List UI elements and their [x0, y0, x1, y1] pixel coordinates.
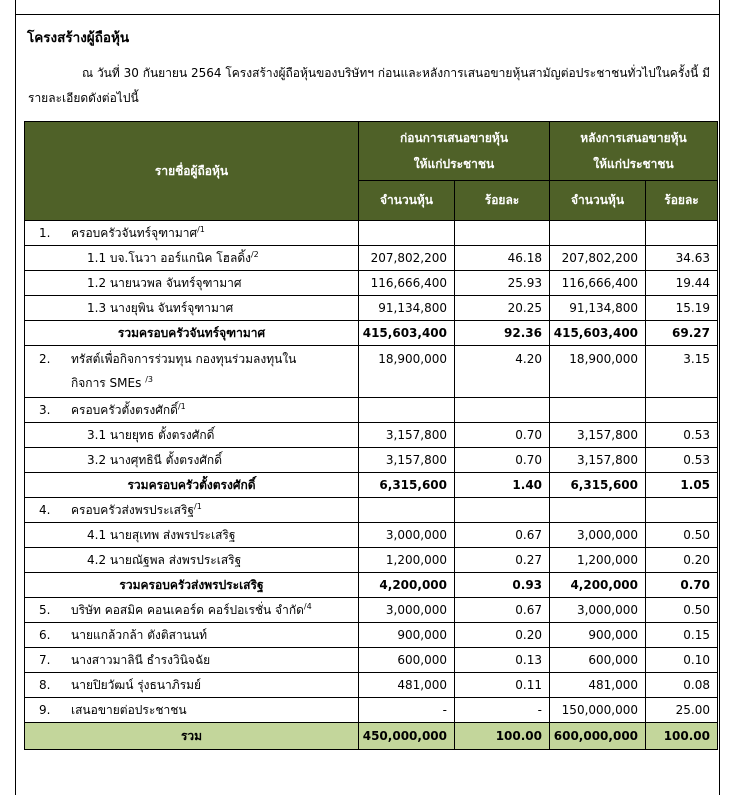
shareholder-name: นายแกล้วกล้า ตังติสานนท์ — [71, 628, 208, 642]
row-number: 3. — [39, 403, 51, 417]
cell-before-percent: 20.25 — [455, 296, 550, 321]
table-row — [25, 296, 718, 321]
cell-before-percent: - — [455, 698, 550, 723]
cell-before-shares: - — [359, 698, 455, 723]
cell-before-shares — [359, 221, 455, 246]
table-row — [25, 346, 718, 398]
cell-after-percent: 15.19 — [646, 296, 718, 321]
cell-name — [25, 498, 359, 523]
cell-name — [25, 296, 359, 321]
cell-name — [25, 598, 359, 623]
table-row — [25, 246, 718, 271]
shareholder-name: 1.3 นางยุพิน จันทร์จุฑามาศ — [87, 301, 234, 315]
cell-name — [25, 271, 359, 296]
cell-after-percent: 69.27 — [646, 321, 718, 346]
subtotal-label: รวมครอบครัวตั้งตรงศักดิ์ — [127, 478, 256, 492]
grand-total-before-shares: 450,000,000 — [359, 723, 455, 750]
cell-after-percent: 19.44 — [646, 271, 718, 296]
cell-after-shares: 600,000 — [550, 648, 646, 673]
cell-name — [25, 473, 359, 498]
footnote-mark: /4 — [303, 602, 312, 611]
shareholder-name: ครอบครัวตั้งตรงศักดิ์ — [71, 403, 178, 417]
table-row — [25, 423, 718, 448]
cell-before-shares: 415,603,400 — [359, 321, 455, 346]
cell-after-shares: 3,157,800 — [550, 448, 646, 473]
cell-after-shares: 3,157,800 — [550, 423, 646, 448]
table-row — [25, 673, 718, 698]
cell-before-percent: 92.36 — [455, 321, 550, 346]
cell-before-shares: 3,157,800 — [359, 448, 455, 473]
row-number: 6. — [39, 628, 51, 642]
cell-after-shares: 6,315,600 — [550, 473, 646, 498]
intro-text: ณ วันที่ 30 กันยายน 2564 โครงสร้างผู้ถือหุ้นของบริษัทฯ ก่อนและหลังการเสนอขายหุ้นสามัญต่อประชาชนทั่วไปในครั้งนี้ มีรายละเอียดดังต่อไปนี้ — [28, 66, 711, 105]
cell-before-percent: 0.67 — [455, 523, 550, 548]
cell-before-shares: 18,900,000 — [359, 346, 455, 398]
cell-after-percent: 3.15 — [646, 346, 718, 398]
shareholder-name: ครอบครัวจันทร์จุฑามาศ — [71, 226, 198, 240]
shareholder-name: 3.1 นายยุทธ ตั้งตรงศักดิ์ — [87, 428, 215, 442]
grand-total-after-shares: 600,000,000 — [550, 723, 646, 750]
table-row — [25, 598, 718, 623]
cell-after-shares: 415,603,400 — [550, 321, 646, 346]
grand-total-row — [25, 723, 718, 750]
cell-before-percent — [455, 498, 550, 523]
shareholder-table — [24, 121, 718, 750]
cell-name — [25, 548, 359, 573]
cell-after-percent: 0.70 — [646, 573, 718, 598]
shareholder-name: 4.1 นายสุเทพ ส่งพรประเสริฐ — [87, 528, 236, 542]
cell-after-percent: 1.05 — [646, 473, 718, 498]
header-after-line1: หลังการเสนอขายหุ้น — [580, 131, 687, 145]
cell-before-percent: 0.93 — [455, 573, 550, 598]
grand-total-label: รวม — [25, 723, 359, 750]
cell-before-percent: 0.70 — [455, 423, 550, 448]
cell-after-shares: 207,802,200 — [550, 246, 646, 271]
cell-before-percent: 46.18 — [455, 246, 550, 271]
cell-before-shares: 3,157,800 — [359, 423, 455, 448]
cell-name — [25, 673, 359, 698]
cell-before-percent: 0.11 — [455, 673, 550, 698]
cell-after-percent: 0.53 — [646, 448, 718, 473]
cell-before-percent: 0.13 — [455, 648, 550, 673]
cell-after-percent — [646, 221, 718, 246]
cell-before-percent — [455, 398, 550, 423]
cell-after-percent — [646, 498, 718, 523]
cell-name — [25, 698, 359, 723]
shareholder-name: นายปิยวัฒน์ รุ่งธนาภิรมย์ — [71, 678, 202, 692]
footnote-mark: /2 — [250, 250, 259, 259]
cell-before-shares: 3,000,000 — [359, 523, 455, 548]
row-number: 2. — [39, 352, 51, 366]
cell-before-shares: 4,200,000 — [359, 573, 455, 598]
footnote-mark: /1 — [197, 225, 205, 234]
cell-after-percent — [646, 398, 718, 423]
cell-before-shares: 116,666,400 — [359, 271, 455, 296]
cell-after-percent: 0.15 — [646, 623, 718, 648]
header-before-shares: จำนวนหุ้น — [359, 181, 455, 221]
shareholder-name: 4.2 นายณัฐพล ส่งพรประเสริฐ — [87, 553, 242, 567]
table-row — [25, 548, 718, 573]
cell-after-shares — [550, 398, 646, 423]
cell-name — [25, 246, 359, 271]
cell-after-percent: 34.63 — [646, 246, 718, 271]
cell-after-shares — [550, 221, 646, 246]
cell-before-shares: 900,000 — [359, 623, 455, 648]
cell-after-percent: 0.20 — [646, 548, 718, 573]
cell-name — [25, 448, 359, 473]
header-before-percent: ร้อยละ — [455, 181, 550, 221]
footnote-mark: /1 — [194, 502, 202, 511]
row-number: 8. — [39, 678, 51, 692]
cell-after-shares: 1,200,000 — [550, 548, 646, 573]
cell-after-percent: 0.08 — [646, 673, 718, 698]
subtotal-row — [25, 573, 718, 598]
subtotal-row — [25, 473, 718, 498]
header-before-line1: ก่อนการเสนอขายหุ้น — [399, 131, 509, 145]
cell-after-percent: 25.00 — [646, 698, 718, 723]
page-divider — [15, 14, 719, 15]
cell-before-shares: 481,000 — [359, 673, 455, 698]
cell-after-percent: 0.10 — [646, 648, 718, 673]
cell-before-percent: 0.70 — [455, 448, 550, 473]
shareholder-name: ทรัสต์เพื่อกิจการร่วมทุน กองทุนร่วมลงทุนใน — [71, 352, 297, 366]
table-row — [25, 623, 718, 648]
cell-after-shares: 150,000,000 — [550, 698, 646, 723]
header-after-percent: ร้อยละ — [646, 181, 718, 221]
cell-after-percent: 0.53 — [646, 423, 718, 448]
table-row — [25, 398, 718, 423]
shareholder-name: เสนอขายต่อประชาชน — [71, 703, 187, 717]
cell-after-shares: 481,000 — [550, 673, 646, 698]
table-row — [25, 698, 718, 723]
table-row — [25, 523, 718, 548]
cell-before-shares: 207,802,200 — [359, 246, 455, 271]
table-row — [25, 498, 718, 523]
cell-after-percent: 0.50 — [646, 598, 718, 623]
cell-before-shares: 3,000,000 — [359, 598, 455, 623]
shareholder-name: บริษัท คอสมิค คอนเคอร์ด คอร์ปอเรชั่น จำกัด — [71, 603, 304, 617]
cell-after-shares: 18,900,000 — [550, 346, 646, 398]
shareholder-name: ครอบครัวส่งพรประเสริฐ — [71, 503, 195, 517]
cell-name — [25, 648, 359, 673]
cell-before-percent: 0.67 — [455, 598, 550, 623]
section-title: โครงสร้างผู้ถือหุ้น — [27, 30, 130, 46]
cell-after-shares: 3,000,000 — [550, 598, 646, 623]
cell-name — [25, 398, 359, 423]
cell-before-percent: 0.20 — [455, 623, 550, 648]
cell-before-shares: 6,315,600 — [359, 473, 455, 498]
subtotal-row — [25, 321, 718, 346]
cell-before-shares: 1,200,000 — [359, 548, 455, 573]
table-row — [25, 221, 718, 246]
row-number: 1. — [39, 226, 51, 240]
cell-before-shares: 600,000 — [359, 648, 455, 673]
cell-name — [25, 573, 359, 598]
cell-name — [25, 321, 359, 346]
table-row — [25, 448, 718, 473]
cell-name — [25, 523, 359, 548]
header-before-line2: ให้แก่ประชาชน — [413, 157, 495, 171]
cell-before-percent: 4.20 — [455, 346, 550, 398]
cell-before-shares — [359, 398, 455, 423]
header-before-offering — [359, 122, 550, 181]
subtotal-label: รวมครอบครัวส่งพรประเสริฐ — [119, 578, 264, 592]
subtotal-label: รวมครอบครัวจันทร์จุฑามาศ — [117, 326, 266, 340]
cell-name — [25, 423, 359, 448]
cell-before-percent: 25.93 — [455, 271, 550, 296]
shareholder-name: 1.2 นายนวพล จันทร์จุฑามาศ — [87, 276, 242, 290]
cell-name — [25, 346, 359, 398]
cell-before-shares: 91,134,800 — [359, 296, 455, 321]
cell-after-shares: 4,200,000 — [550, 573, 646, 598]
header-shareholder-name: รายชื่อผู้ถือหุ้น — [25, 122, 359, 221]
cell-after-shares: 116,666,400 — [550, 271, 646, 296]
cell-after-shares — [550, 498, 646, 523]
row-number: 7. — [39, 653, 51, 667]
cell-after-shares: 3,000,000 — [550, 523, 646, 548]
header-after-offering — [550, 122, 718, 181]
intro-paragraph — [28, 61, 718, 111]
row-number: 4. — [39, 503, 51, 517]
cell-before-percent: 1.40 — [455, 473, 550, 498]
table-row — [25, 648, 718, 673]
row-number: 5. — [39, 603, 51, 617]
shareholder-name-line2: กิจการ SMEs — [71, 376, 142, 390]
cell-after-shares: 900,000 — [550, 623, 646, 648]
row-number: 9. — [39, 703, 51, 717]
cell-before-percent: 0.27 — [455, 548, 550, 573]
shareholder-name: 1.1 บจ.โนวา ออร์แกนิค โฮลดิ้ง — [87, 251, 251, 265]
cell-name — [25, 623, 359, 648]
shareholder-name: 3.2 นางศุทธินี ตั้งตรงศักดิ์ — [87, 453, 222, 467]
footnote-mark: /1 — [177, 402, 186, 411]
shareholder-name: นางสาวมาลินี ธำรงวินิจฉัย — [71, 653, 211, 667]
footnote-mark: /3 — [145, 375, 153, 384]
cell-before-shares — [359, 498, 455, 523]
grand-total-before-percent: 100.00 — [455, 723, 550, 750]
header-after-line2: ให้แก่ประชาชน — [593, 157, 674, 171]
cell-before-percent — [455, 221, 550, 246]
cell-after-shares: 91,134,800 — [550, 296, 646, 321]
table-row — [25, 271, 718, 296]
header-after-shares: จำนวนหุ้น — [550, 181, 646, 221]
cell-after-percent: 0.50 — [646, 523, 718, 548]
cell-name — [25, 221, 359, 246]
grand-total-after-percent: 100.00 — [646, 723, 718, 750]
